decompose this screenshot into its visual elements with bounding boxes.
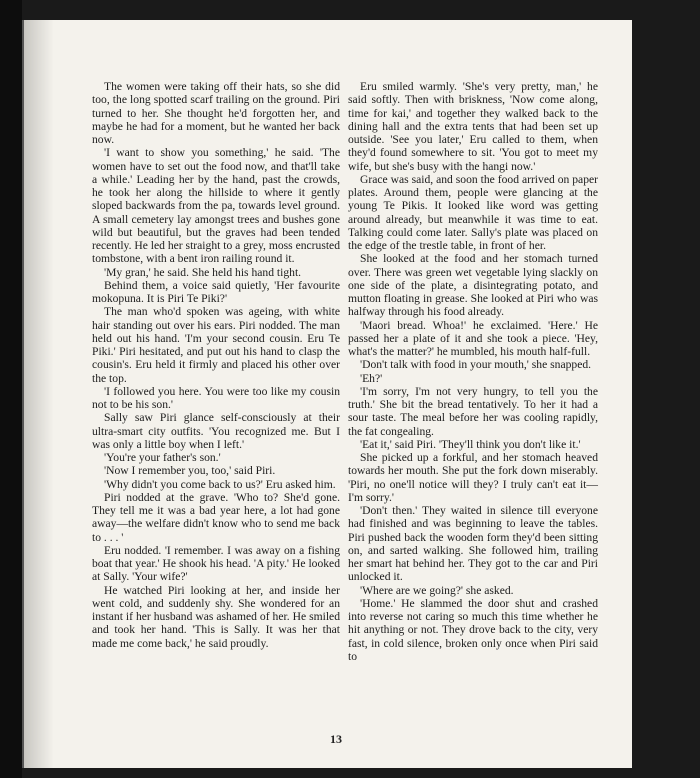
- left-paragraph-5: The man who'd spoken was ageing, with white hair standing out over his ears. Piri nodded. The man held out his hand. 'I'm your second cousin. Eru Te Piki.' Piri hesitated, and put out his hand to clasp the cousin's. Eru held it firmly and placed his other over the top.: [92, 305, 340, 385]
- right-paragraph-5: 'Don't talk with food in your mouth,' she snapped.: [360, 358, 592, 372]
- left-paragraph-7: Sally saw Piri glance self-consciously at their ultra-smart city outfits. 'You recognized me. But I was only a little boy when I left.': [92, 411, 340, 451]
- right-paragraph-11: 'Where are we going?' she asked.: [360, 583, 514, 597]
- right-paragraph-7: 'I'm sorry, I'm not very hungry, to tell you the truth.' She bit the bread tentatively. To her it had a sour taste. The meal before her was cooling rapidly, the fat congealing.: [348, 384, 598, 438]
- left-paragraph-6: 'I followed you here. You were too like my cousin not to be his son.': [92, 384, 340, 411]
- book-spine: [0, 0, 22, 778]
- left-paragraph-8: 'You're your father's son.': [104, 451, 221, 464]
- right-paragraph-9: She picked up a forkful, and her stomach heaved towards her mouth. She put the fork down miserably. 'Piri, no one'll notice will they? I truly can't eat it—I'm sorry.': [348, 451, 598, 504]
- right-paragraph-4: 'Maori bread. Whoa!' he exclaimed. 'Here.' He passed her a plate of it and she took a piece. 'Hey, what's the matter?' he mumbled, his mouth half-full.: [348, 318, 598, 358]
- right-column: [348, 80, 598, 663]
- right-paragraph-1: Eru smiled warmly. 'She's very pretty, man,' he said softly. Then with briskness, 'Now come along, time for kai,' and together they walked back to the dining hall and the extra tents that had been set up outside. 'See you later,' Eru called to them, when they'd found somewhere to sit. 'You got to meet my wife, but she's busy with the hangi now.': [348, 80, 598, 173]
- left-paragraph-12: Eru nodded. 'I remember. I was away on a fishing boat that year.' He shook his head. 'A pity.' He looked at Sally. 'Your wife?': [92, 543, 340, 584]
- book-page: [24, 20, 666, 768]
- left-paragraph-9: 'Now I remember you, too,' said Piri.: [104, 464, 276, 478]
- page-number: 13: [330, 732, 342, 746]
- left-paragraph-4: Behind them, a voice said quietly, 'Her favourite mokopuna. It is Piri Te Piki?': [92, 278, 340, 305]
- right-paragraph-6: 'Eh?': [360, 371, 383, 385]
- left-column: [92, 80, 340, 650]
- scan-border: [632, 20, 666, 768]
- left-paragraph-10: 'Why didn't you come back to us?' Eru asked him.: [104, 477, 336, 491]
- right-paragraph-10: 'Don't then.' They waited in silence till everyone had finished and was beginning to leave the tables. Piri pushed back the wooden form they'd been sitting on, and sarted walking. She followed him, trailing her smart hat behind her. They got to the car and Piri unlocked it.: [348, 504, 598, 584]
- right-paragraph-12: 'Home.' He slammed the door shut and crashed into reverse not caring so much this time whether he hit anything or not. They drove back to the city, very fast, in cold silence, broken only once when Piri said to: [348, 596, 598, 663]
- left-paragraph-13: He watched Piri looking at her, and inside her went cold, and suddenly shy. She wondered for an instant if her husband was ashamed of her. He smiled and took her hand. 'This is Sally. It was her that made me come back,' he said proudly.: [92, 583, 340, 650]
- left-paragraph-11: Piri nodded at the grave. 'Who to? She'd gone. They tell me it was a bad year here, a lot had gone away—the welfare didn't know who to send me back to . . . ': [92, 490, 340, 544]
- right-paragraph-8: 'Eat it,' said Piri. 'They'll think you don't like it.': [360, 437, 581, 451]
- left-paragraph-3: 'My gran,' he said. She held his hand tight.: [104, 265, 302, 279]
- right-paragraph-3: She looked at the food and her stomach turned over. There was green wet vegetable lying slackly on one side of the plate, a disintegrating potato, and mutton floating in grease. She looked at Piri who was halfway through his food already.: [348, 252, 598, 319]
- left-paragraph-2: 'I want to show you something,' he said. 'The women have to set out the food now, and that'll take a while.' Leading her by the hand, past the crowds, he took her along the hillside to where it gently sloped backwards from the pa, towards level ground. A small cemetery lay amongst trees and bushes gone wild but beautiful, but the graves had been tended recently. He led her straight to a grey, moss encrusted tombstone, with a bent iron railing round it.: [92, 146, 340, 266]
- right-paragraph-2: Grace was said, and soon the food arrived on paper plates. Around them, people were glancing at the young Te Pikis. It looked like word was getting around already, but meanwhile it was time to eat. Talking could come later. Sally's plate was placed on the edge of the trestle table, in front of her.: [348, 172, 598, 252]
- gutter-shadow: [24, 20, 54, 768]
- left-paragraph-1: The women were taking off their hats, so she did too, the long spotted scarf trailing on the ground. Piri turned to her. She thought he'd forgotten her, and maybe he had for a moment, but he wanted her back now.: [92, 80, 340, 146]
